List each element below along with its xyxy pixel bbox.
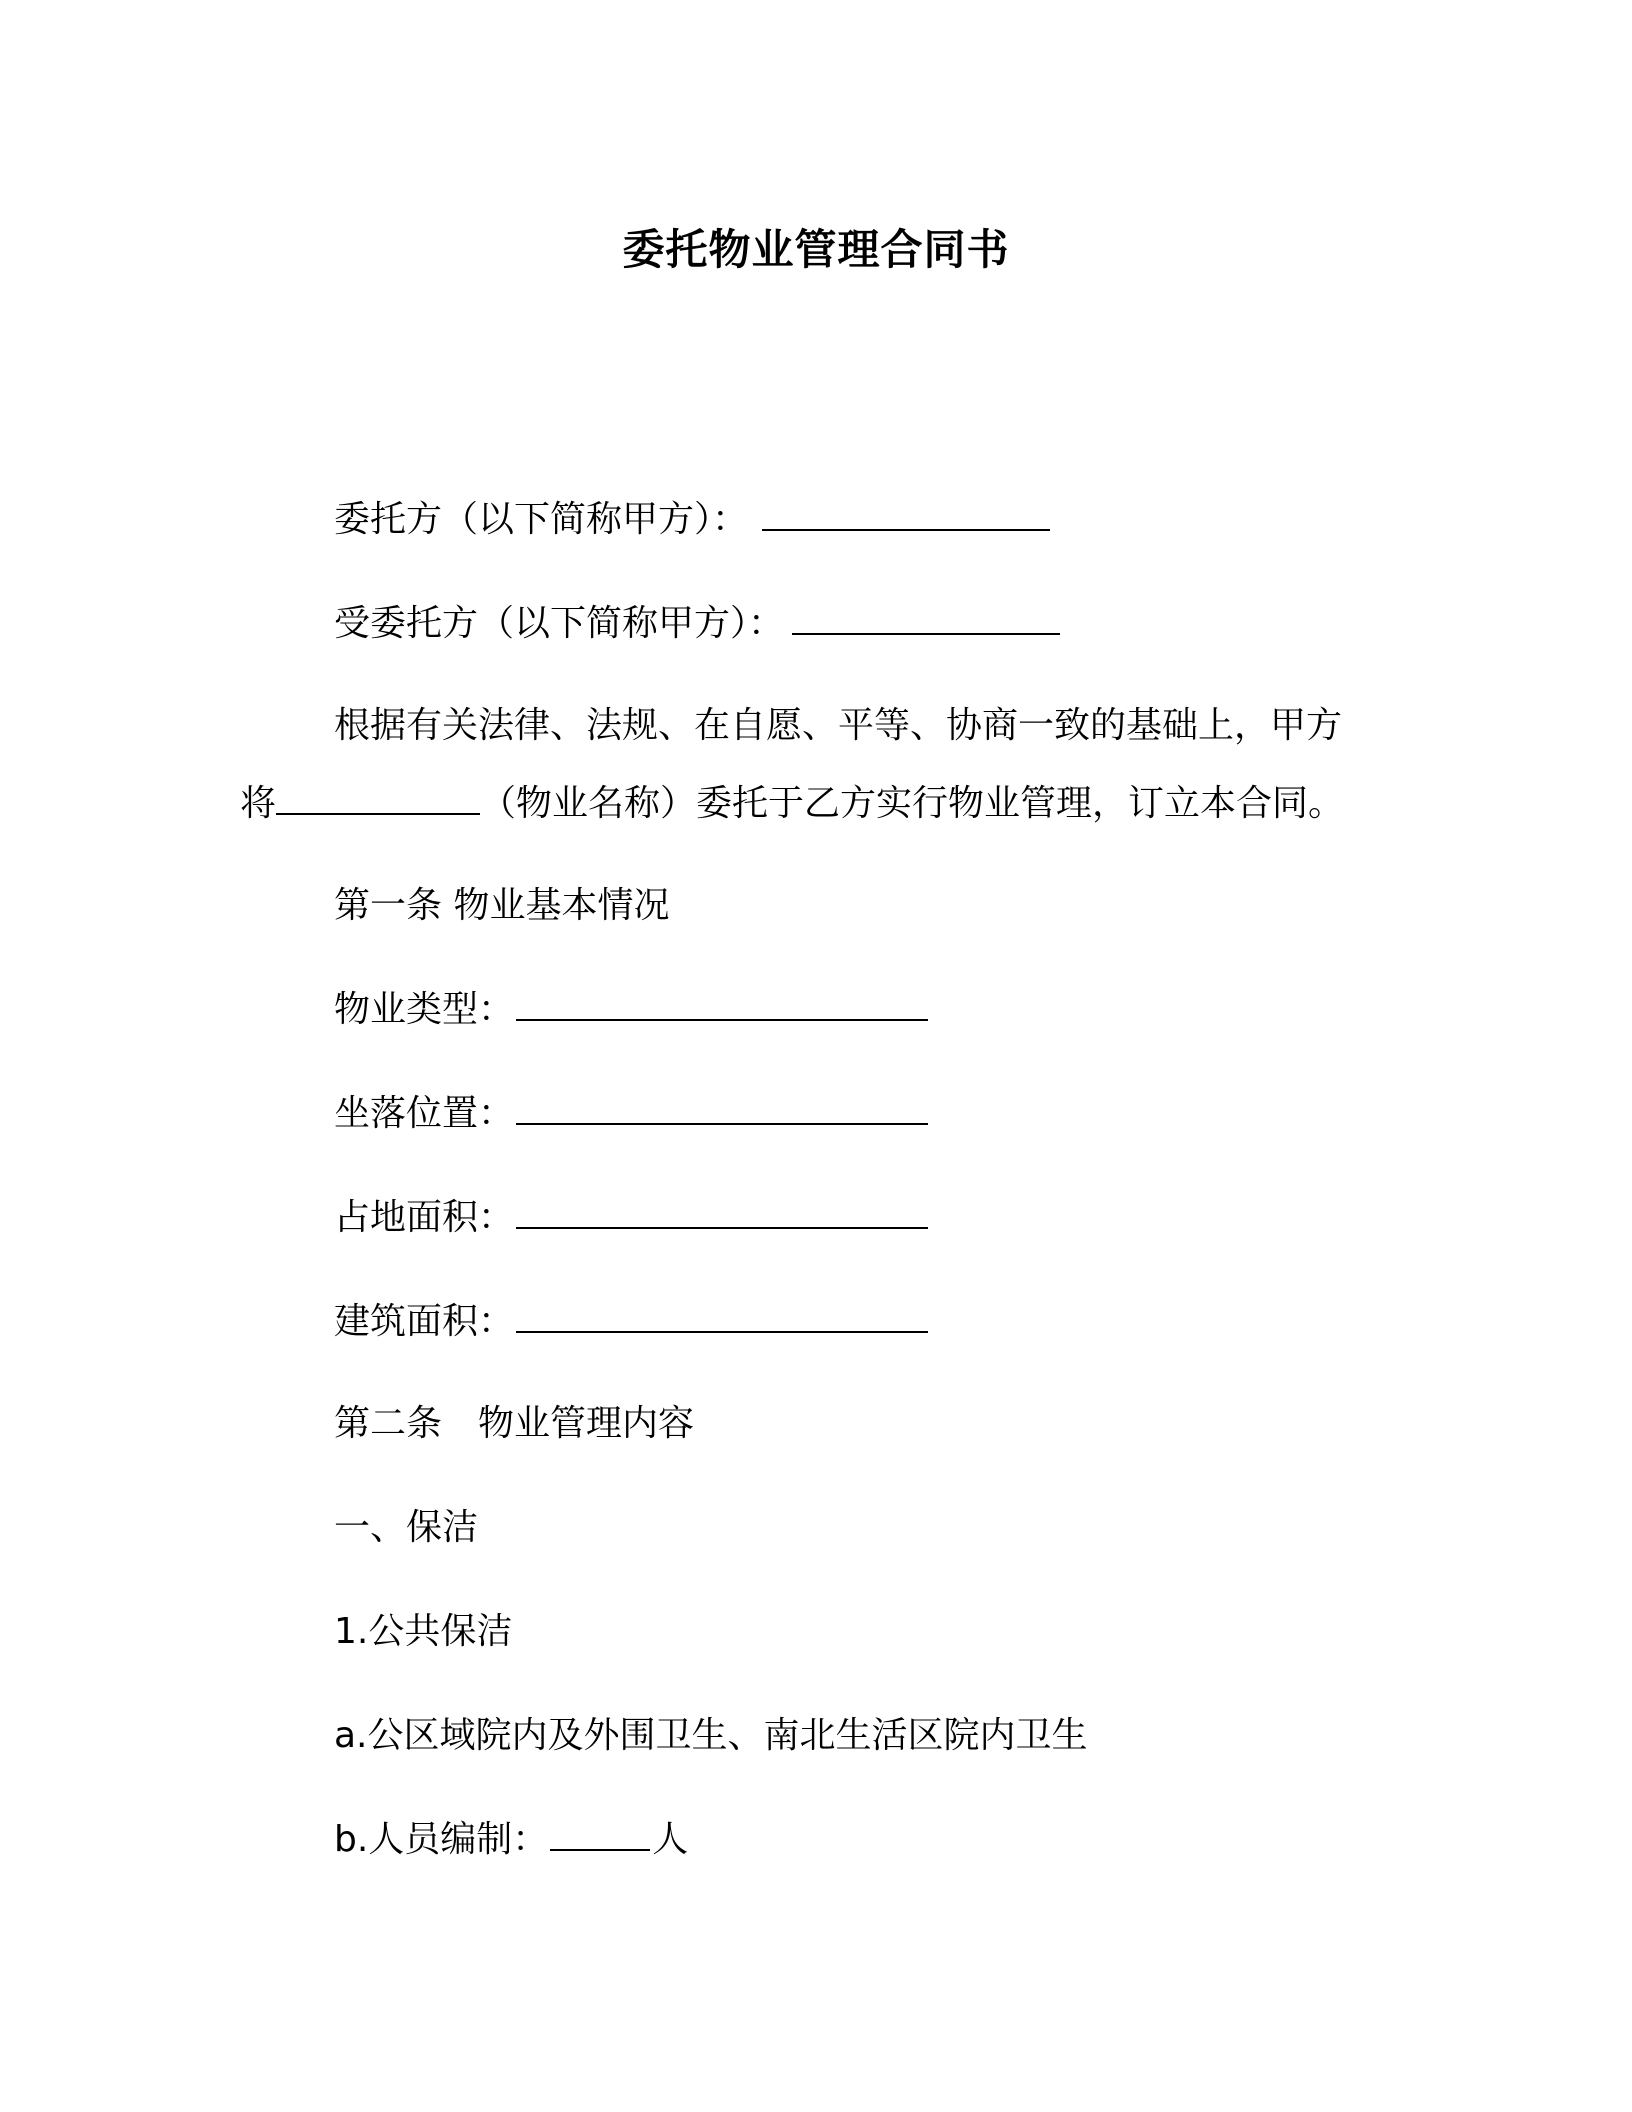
field-label: 坐落位置： bbox=[334, 1093, 515, 1134]
preamble-line-1: 根据有关法律、法规、在自愿、平等、协商一致的基础上，甲方 bbox=[334, 705, 1343, 746]
section-cleaning: 一、保洁 bbox=[334, 1507, 479, 1548]
preamble-prefix: 将 bbox=[240, 783, 277, 824]
field-label: 建筑面积： bbox=[334, 1301, 515, 1342]
building-area-blank bbox=[516, 1301, 928, 1333]
land-area-blank bbox=[516, 1197, 928, 1229]
field-building-area bbox=[334, 1298, 930, 1346]
preamble-line-2 bbox=[240, 780, 1344, 828]
item-public-cleaning: 1.公共保洁 bbox=[334, 1611, 513, 1652]
document-title: 委托物业管理合同书 bbox=[622, 225, 1010, 274]
entrustor-blank bbox=[762, 499, 1050, 531]
entrustor-label: 委托方（以下简称甲方）： bbox=[334, 499, 749, 540]
field-land-area bbox=[334, 1194, 930, 1242]
field-property-type bbox=[334, 986, 930, 1034]
article-2-heading: 第二条 物业管理内容 bbox=[334, 1403, 695, 1444]
location-blank bbox=[516, 1093, 928, 1125]
field-location bbox=[334, 1090, 930, 1138]
staff-count-blank bbox=[550, 1819, 650, 1851]
item-b-label: b.人员编制： bbox=[334, 1819, 549, 1860]
field-label: 占地面积： bbox=[334, 1197, 515, 1238]
item-a: a.公区域院内及外围卫生、南北生活区院内卫生 bbox=[334, 1715, 1088, 1756]
entrustor-line bbox=[334, 496, 1052, 544]
entrustee-label: 受委托方（以下简称甲方）： bbox=[334, 603, 785, 644]
entrustee-line bbox=[334, 600, 1062, 648]
entrustee-blank bbox=[792, 603, 1060, 635]
property-name-blank bbox=[276, 783, 480, 815]
item-b-unit: 人 bbox=[652, 1819, 689, 1860]
article-1-heading: 第一条 物业基本情况 bbox=[334, 885, 670, 926]
field-label: 物业类型： bbox=[334, 989, 515, 1030]
item-b bbox=[334, 1816, 688, 1864]
property-type-blank bbox=[516, 989, 928, 1021]
preamble-suffix: （物业名称）委托于乙方实行物业管理，订立本合同。 bbox=[480, 783, 1345, 824]
